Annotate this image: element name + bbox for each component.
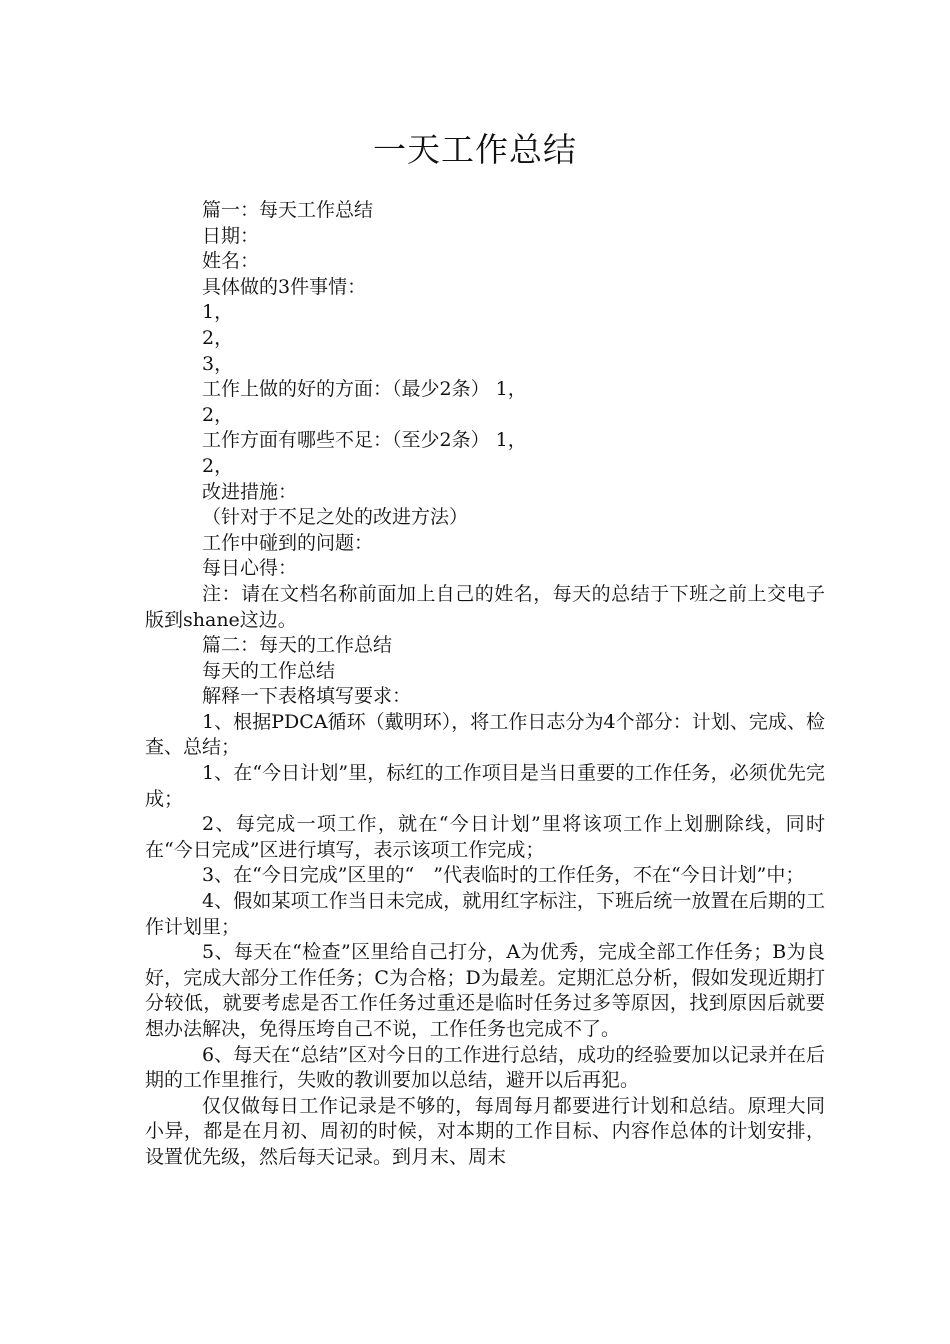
field-daily-insights: 每日心得： [202,557,298,580]
field-problems: 工作中碰到的问题： [202,531,374,554]
section2-subtitle: 每天的工作总结 [202,659,336,682]
field-strengths: 工作上做的好的方面：（最少2条） 1， [202,378,527,401]
field-improvements-hint: （针对于不足之处的改进方法） [202,506,469,529]
list-item: 1， [202,301,234,324]
document-title: 一天工作总结 [373,130,577,169]
section2-item: 1、根据PDCA循环（戴明环），将工作日志分为4个部分：计划、完成、检查、总结； [145,710,825,759]
section2-item: 1、在“今日计划”里，标红的工作项目是当日重要的工作任务，必须优先完成； [145,762,825,810]
field-date: 日期： [202,224,260,247]
list-item: 2， [202,403,234,426]
section2-item: 仅仅做每日工作记录是不够的，每周每月都要进行计划和总结。原理大同小异，都是在月初、周初的时候，对本期的工作目标、内容作总体的计划安排，设置优先级，然后每天记录。到月末、周末 [145,1094,825,1168]
section2-intro: 解释一下表格填写要求： [202,685,412,708]
note-paragraph: 注：请在文档名称前面加上自己的姓名，每天的总结于下班之前上交电子版到shane这边。 [145,582,825,631]
section2-title: 篇二：每天的工作总结 [202,634,393,657]
list-item: 3， [202,352,234,375]
section2-item: 3、在“今日完成”区里的“ ”代表临时的工作任务，不在“今日计划”中； [202,864,805,887]
list-item: 2， [202,326,234,349]
field-improvements: 改进措施： [202,480,298,503]
section2-item: 4、假如某项工作当日未完成，就用红字标注，下班后统一放置在后期的工作计划里； [145,890,825,938]
section2-item: 6、每天在“总结”区对今日的工作进行总结，成功的经验要加以记录并在后期的工作里推行，失败的教训要加以总结，避开以后再犯。 [145,1043,825,1092]
document-body [145,198,825,1171]
section2-item: 2、每完成一项工作，就在“今日计划”里将该项工作上划删除线，同时在“今日完成”区进行填写，表示该项工作完成； [145,813,825,861]
list-item: 2， [202,454,234,477]
section1-title: 篇一：每天工作总结 [202,199,374,221]
section2-item: 5、每天在“检查”区里给自己打分，A为优秀，完成全部工作任务；B为良好，完成大部分工作任务；C为合格；D为最差。定期汇总分析，假如发现近期打分较低，就要考虑是否工作任务过重还是临时任务过多等原因，找到原因后就要想办法解决，免得压垮自己不说，工作任务也完成不了。 [145,941,825,1040]
field-three-things: 具体做的3件事情： [202,275,367,298]
field-weaknesses: 工作方面有哪些不足：（至少2条） 1， [202,429,527,452]
field-name: 姓名： [202,250,260,273]
